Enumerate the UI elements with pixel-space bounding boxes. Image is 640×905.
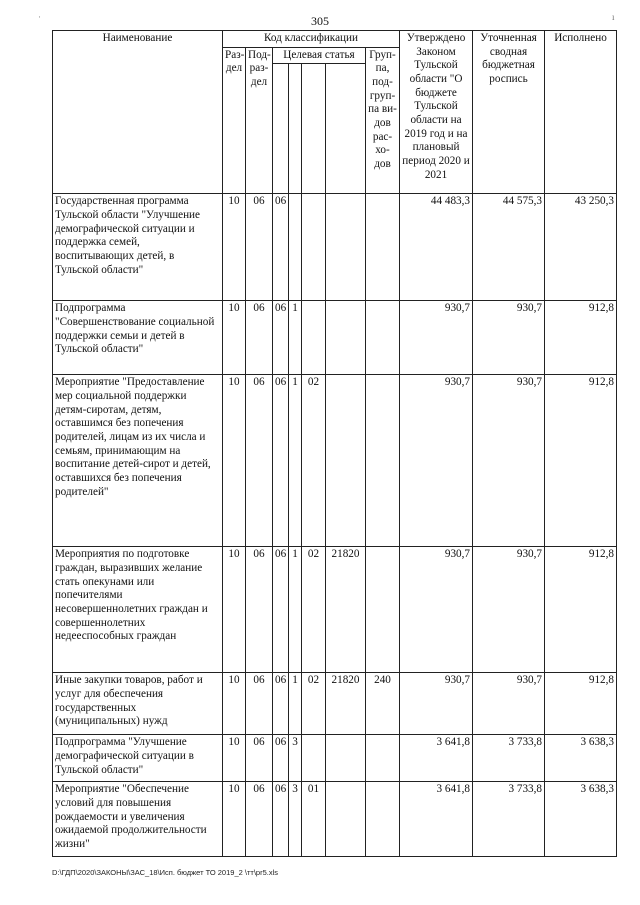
row-target-event: 02	[302, 673, 326, 735]
row-razdel: 10	[223, 194, 246, 301]
row-refined: 3 733,8	[473, 735, 545, 782]
row-target-subprogram: 1	[289, 673, 302, 735]
row-group	[366, 782, 400, 857]
row-refined: 930,7	[473, 547, 545, 673]
header-code-group: Код классификации	[223, 31, 400, 48]
table-row	[53, 673, 617, 735]
row-group	[366, 547, 400, 673]
row-group	[366, 194, 400, 301]
header-group: Груп-па, под-груп-па ви-дов рас-хо-дов	[366, 47, 400, 194]
row-target-direction	[326, 194, 366, 301]
row-target-program: 06	[273, 194, 289, 301]
header-target-sub	[326, 64, 366, 194]
row-podrazdel: 06	[246, 735, 273, 782]
header-target-sub	[273, 64, 289, 194]
header-refined: Уточненная сводная бюджетная роспись	[473, 31, 545, 194]
row-razdel: 10	[223, 735, 246, 782]
row-executed: 3 638,3	[545, 782, 617, 857]
row-target-direction	[326, 735, 366, 782]
row-executed: 912,8	[545, 375, 617, 547]
header-approved: Утверждено Законом Тульской области "О бюджете Тульской области на 2019 год и на плановый период 2020 и 2021	[400, 31, 473, 194]
row-refined: 930,7	[473, 301, 545, 375]
page-number: 305	[311, 14, 329, 28]
header-target: Целевая статья	[273, 47, 366, 64]
row-target-program: 06	[273, 375, 289, 547]
row-target-program: 06	[273, 673, 289, 735]
row-group	[366, 301, 400, 375]
header-name: Наименование	[53, 31, 223, 194]
row-refined: 44 575,3	[473, 194, 545, 301]
header-razdel: Раз-дел	[223, 47, 246, 194]
row-approved: 930,7	[400, 375, 473, 547]
table-row	[53, 782, 617, 857]
row-razdel: 10	[223, 547, 246, 673]
row-target-direction: 21820	[326, 673, 366, 735]
row-target-subprogram: 3	[289, 735, 302, 782]
header-target-sub	[302, 64, 326, 194]
row-razdel: 10	[223, 375, 246, 547]
scan-corner-mark: ı	[612, 12, 615, 22]
row-target-event	[302, 301, 326, 375]
row-name: Подпрограмма "Улучшение демографической ситуации в Тульской области"	[53, 735, 223, 782]
row-name: Мероприятия по подготовке граждан, выразивших желание стать опекунами или попечителями несовершеннолетних граждан и совершеннолетних недееспособных граждан	[53, 547, 223, 673]
row-target-event	[302, 194, 326, 301]
row-target-program: 06	[273, 301, 289, 375]
row-target-program: 06	[273, 547, 289, 673]
row-name: Иные закупки товаров, работ и услуг для обеспечения государственных (муниципальных) нужд	[53, 673, 223, 735]
row-name: Государственная программа Тульской области "Улучшение демографической ситуации и поддержка семей, воспитывающих детей, в Тульской области"	[53, 194, 223, 301]
row-target-subprogram	[289, 194, 302, 301]
row-target-program: 06	[273, 735, 289, 782]
row-executed: 43 250,3	[545, 194, 617, 301]
row-razdel: 10	[223, 301, 246, 375]
table-row	[53, 375, 617, 547]
row-approved: 930,7	[400, 673, 473, 735]
row-target-subprogram: 1	[289, 375, 302, 547]
table-row	[53, 735, 617, 782]
row-target-event: 02	[302, 375, 326, 547]
row-target-direction	[326, 782, 366, 857]
row-podrazdel: 06	[246, 782, 273, 857]
row-approved: 930,7	[400, 547, 473, 673]
row-podrazdel: 06	[246, 375, 273, 547]
row-executed: 912,8	[545, 301, 617, 375]
row-target-event: 02	[302, 547, 326, 673]
row-approved: 3 641,8	[400, 735, 473, 782]
row-approved: 930,7	[400, 301, 473, 375]
row-target-subprogram: 3	[289, 782, 302, 857]
row-name: Мероприятие "Обеспечение условий для повышения рождаемости и увеличения ожидаемой продолжительности жизни"	[53, 782, 223, 857]
row-refined: 930,7	[473, 375, 545, 547]
header-executed: Исполнено	[545, 31, 617, 194]
row-razdel: 10	[223, 673, 246, 735]
budget-table	[52, 30, 617, 857]
row-target-program: 06	[273, 782, 289, 857]
row-approved: 44 483,3	[400, 194, 473, 301]
header-target-sub	[289, 64, 302, 194]
row-razdel: 10	[223, 782, 246, 857]
table-row	[53, 301, 617, 375]
row-target-direction: 21820	[326, 547, 366, 673]
row-name: Подпрограмма "Совершенствование социальной поддержки семьи и детей в Тульской области"	[53, 301, 223, 375]
header-podrazdel: Под-раз-дел	[246, 47, 273, 194]
table-row	[53, 194, 617, 301]
row-executed: 3 638,3	[545, 735, 617, 782]
row-target-subprogram: 1	[289, 547, 302, 673]
row-podrazdel: 06	[246, 301, 273, 375]
file-path-footer: D:\ГДП\2020\ЗАКОНЫ\ЗАС_18\Исп. бюджет ТО 2019_2 \тт\pr5.xls	[52, 868, 278, 877]
row-refined: 930,7	[473, 673, 545, 735]
table-row	[53, 547, 617, 673]
row-target-direction	[326, 301, 366, 375]
row-target-event: 01	[302, 782, 326, 857]
row-refined: 3 733,8	[473, 782, 545, 857]
row-executed: 912,8	[545, 547, 617, 673]
row-approved: 3 641,8	[400, 782, 473, 857]
row-group: 240	[366, 673, 400, 735]
row-group	[366, 375, 400, 547]
row-target-subprogram: 1	[289, 301, 302, 375]
row-name: Мероприятие "Предоставление мер социальной поддержки детям-сиротам, детям, оставшимся без попечения родителей, лицам из их числа и семьям, принимающим на воспитание детей-сирот и детей, оставшихся без попечения родителей"	[53, 375, 223, 547]
row-group	[366, 735, 400, 782]
row-executed: 912,8	[545, 673, 617, 735]
row-target-direction	[326, 375, 366, 547]
scan-artifact: ·	[38, 12, 41, 22]
row-podrazdel: 06	[246, 194, 273, 301]
row-podrazdel: 06	[246, 673, 273, 735]
row-target-event	[302, 735, 326, 782]
row-podrazdel: 06	[246, 547, 273, 673]
